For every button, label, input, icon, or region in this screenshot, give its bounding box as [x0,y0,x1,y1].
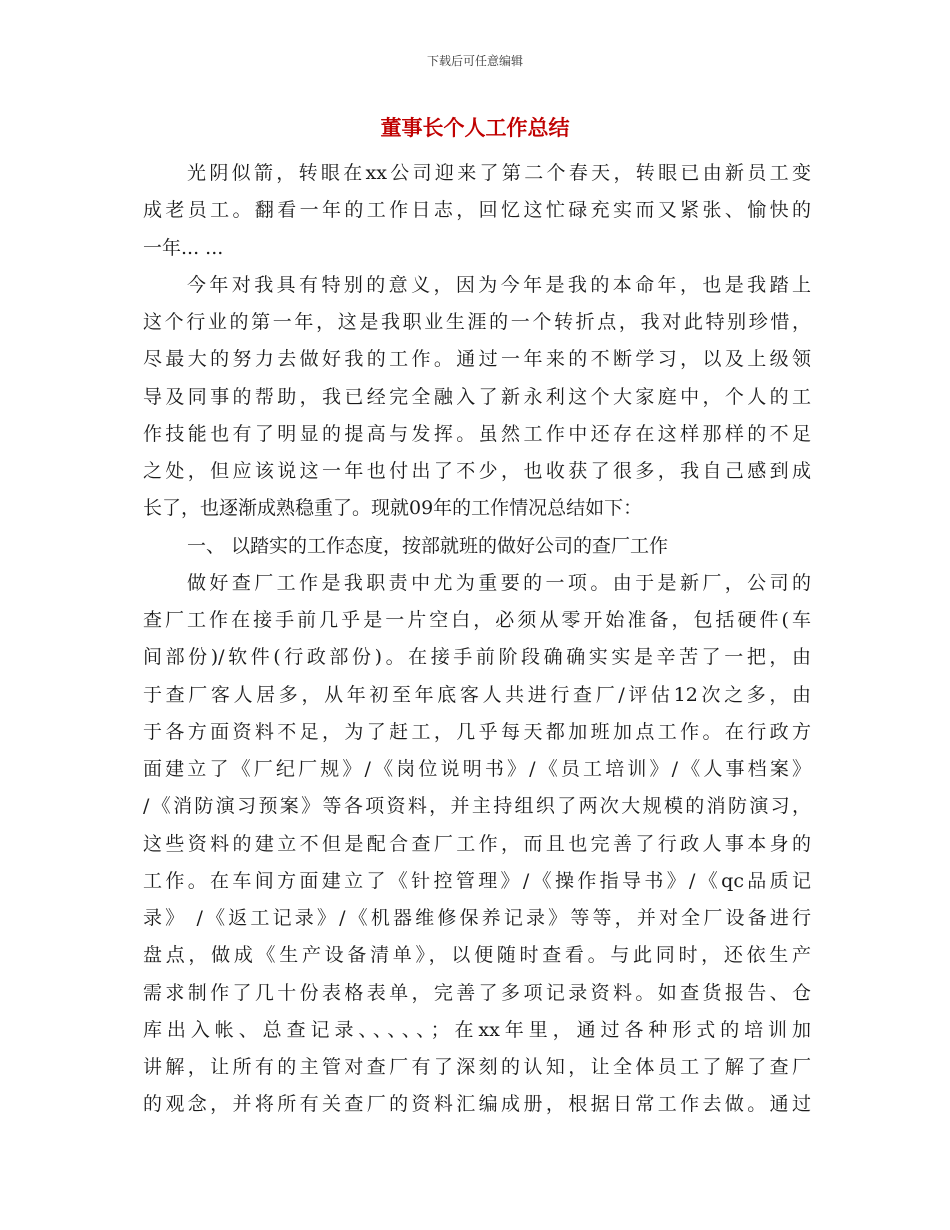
body-text-line: 工作。在车间方面建立了《针控管理》/《操作指导书》/《qc品质记 [143,869,811,892]
body-text-line: 尽最大的努力去做好我的工作。通过一年来的不断学习，以及上级领 [143,348,811,371]
body-text-line: 一、 以踏实的工作态度，按部就班的做好公司的查厂工作 [187,534,669,557]
body-text-line: 需求制作了几十份表格表单，完善了多项记录资料。如查货报告、仓 [143,981,811,1004]
body-text-line: 光阴似箭，转眼在xx公司迎来了第二个春天，转眼已由新员工变 [187,162,811,184]
page-header-note: 下载后可任意编辑 [426,54,523,68]
body-text-line: 间部份)/软件(行政部份)。在接手前阶段确确实实是辛苦了一把，由 [143,646,811,669]
body-text-line: 盘点，做成《生产设备清单》，以便随时查看。与此同时，还依生产 [143,944,811,967]
body-text-line: 做好查厂工作是我职责中尤为重要的一项。由于是新厂，公司的 [187,571,811,594]
body-text-line: 库出入帐、总查记录、、、、、；在xx年里，通过各种形式的培训加 [143,1018,811,1041]
body-text-line: 于查厂客人居多，从年初至年底客人共进行查厂/评估12次之多，由 [143,683,811,706]
body-text-line: 一年... ... [143,236,224,259]
body-text-line: 于各方面资料不足，为了赶工，几乎每天都加班加点工作。在行政方 [143,720,811,743]
body-text-line: 之处，但应该说这一年也付出了不少，也收获了很多，我自己感到成 [143,460,811,482]
body-text-line: 讲解，让所有的主管对查厂有了深刻的认知，让全体员工了解了查厂 [143,1056,811,1078]
body-text-line: 这个行业的第一年，这是我职业生涯的一个转折点，我对此特别珍惜， [143,311,811,333]
body-text-line: 导及同事的帮助，我已经完全融入了新永利这个大家庭中，个人的工 [143,385,811,408]
body-text-line: 这些资料的建立不但是配合查厂工作，而且也完善了行政人事本身的 [143,832,811,855]
body-text-line: 长了，也逐渐成熟稳重了。现就09年的工作情况总结如下： [143,497,643,520]
body-text-line: 查厂工作在接手前几乎是一片空白，必须从零开始准备，包括硬件(车 [143,609,811,631]
body-text-line: 的观念，并将所有关查厂的资料汇编成册，根据日常工作去做。通过 [143,1093,811,1116]
document-title: 董事长个人工作总结 [380,115,570,140]
body-text-line: 作技能也有了明显的提高与发挥。虽然工作中还存在这样那样的不足 [143,422,811,445]
document-body [143,155,811,1124]
body-text-line: /《消防演习预案》等各项资料，并主持组织了两次大规模的消防演习， [143,795,811,818]
body-text-line: 成老员工。翻看一年的工作日志，回忆这忙碌充实而又紧张、愉快的 [143,199,811,222]
body-text-line: 录》 /《返工记录》/《机器维修保养记录》等等，并对全厂设备进行 [143,907,811,929]
body-text-line: 今年对我具有特别的意义，因为今年是我的本命年，也是我踏上 [187,273,811,296]
body-text-line: 面建立了《厂纪厂规》/《岗位说明书》/《员工培训》/《人事档案》 [143,758,811,780]
